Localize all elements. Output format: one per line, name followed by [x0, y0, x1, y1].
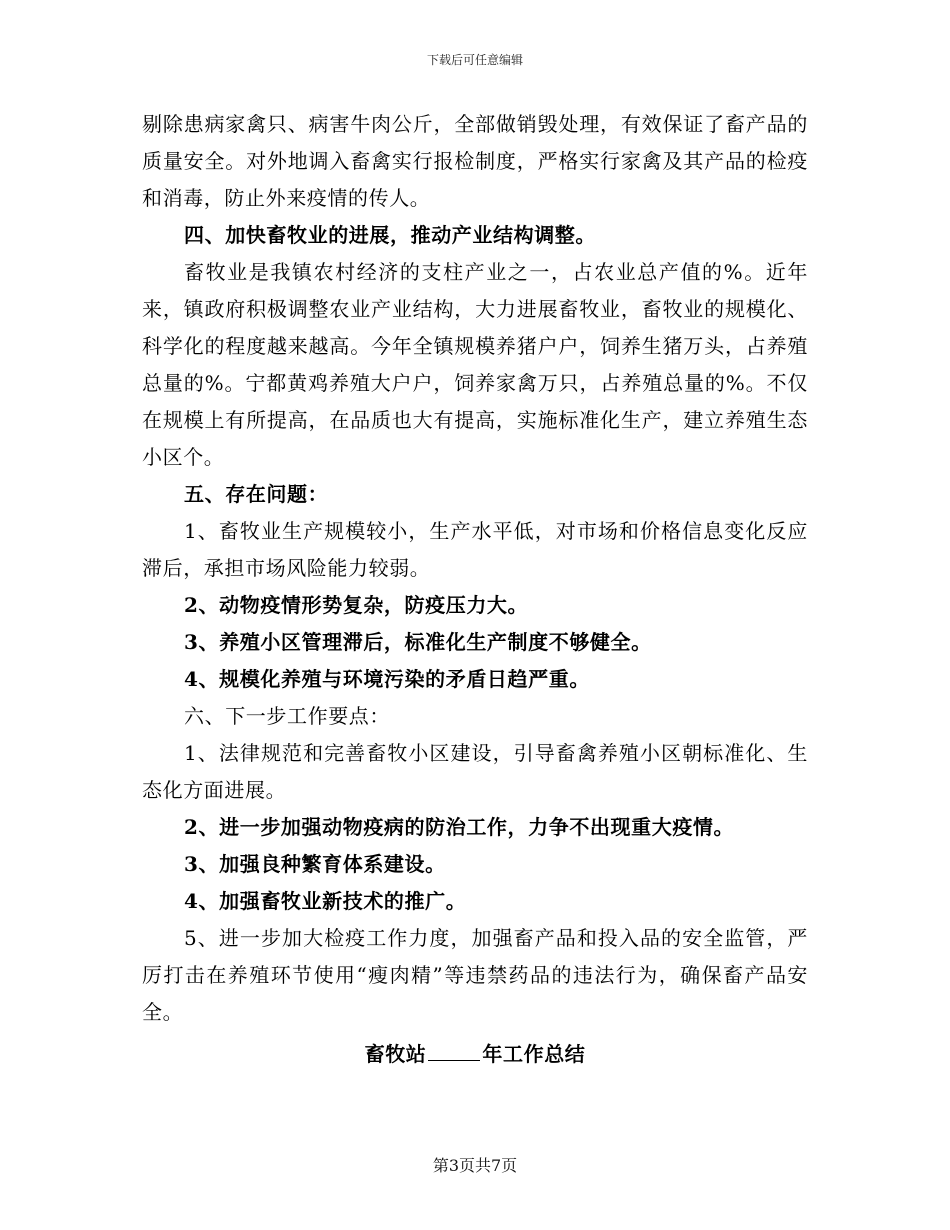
heading-section-5: 五、存在问题： [184, 482, 329, 506]
plan-item-4: 4、加强畜牧业新技术的推广。 [184, 889, 467, 913]
problem-item-1: 1、畜牧业生产规模较小，生产水平低，对市场和价格信息变化反应滞后，承担市场风险能力较弱。 [142, 519, 808, 580]
title-suffix: 年工作总结 [482, 1042, 586, 1066]
document-title [0, 1038, 950, 1070]
plan-item-3: 3、加强良种繁育体系建设。 [184, 852, 446, 876]
page-header: 下载后可任意编辑 [426, 53, 523, 67]
document-body [142, 106, 808, 1031]
problem-item-2: 2、动物疫情形势复杂，防疫压力大。 [184, 593, 529, 617]
plan-item-1: 1、法律规范和完善畜牧小区建设，引导畜禽养殖小区朝标准化、生态化方面进展。 [142, 741, 808, 802]
year-blank-underline [428, 1038, 480, 1061]
paragraph-quarantine-summary: 剔除患病家禽只、病害牛肉公斤，全部做销毁处理，有效保证了畜产品的质量安全。对外地调入畜禽实行报检制度，严格实行家禽及其产品的检疫和消毒，防止外来疫情的传人。 [142, 112, 808, 210]
title-prefix: 畜牧站 [364, 1042, 427, 1066]
page-number: 第3页共7页 [432, 1156, 518, 1175]
problem-item-4: 4、规模化养殖与环境污染的矛盾日趋严重。 [184, 667, 590, 691]
heading-section-4: 四、加快畜牧业的进展，推动产业结构调整。 [184, 223, 596, 247]
problem-item-3: 3、养殖小区管理滞后，标准化生产制度不够健全。 [184, 630, 652, 654]
heading-section-6: 六、下一步工作要点： [184, 704, 390, 728]
plan-item-2: 2、进一步加强动物疫病的防治工作，力争不出现重大疫情。 [184, 815, 735, 839]
paragraph-livestock-industry: 畜牧业是我镇农村经济的支柱产业之一，占农业总产值的%。近年来，镇政府积极调整农业产业结构，大力进展畜牧业，畜牧业的规模化、科学化的程度越来越高。今年全镇规模养猪户户，饲养生猪万头，占养殖总量的%。宁都黄鸡养殖大户户，饲养家禽万只，占养殖总量的%。不仅在规模上有所提高，在品质也大有提高，实施标准化生产，建立养殖生态小区个。 [142, 260, 808, 469]
plan-item-5: 5、进一步加大检疫工作力度，加强畜产品和投入品的安全监管，严厉打击在养殖环节使用“瘦肉精”等违禁药品的违法行为，确保畜产品安全。 [142, 926, 808, 1024]
